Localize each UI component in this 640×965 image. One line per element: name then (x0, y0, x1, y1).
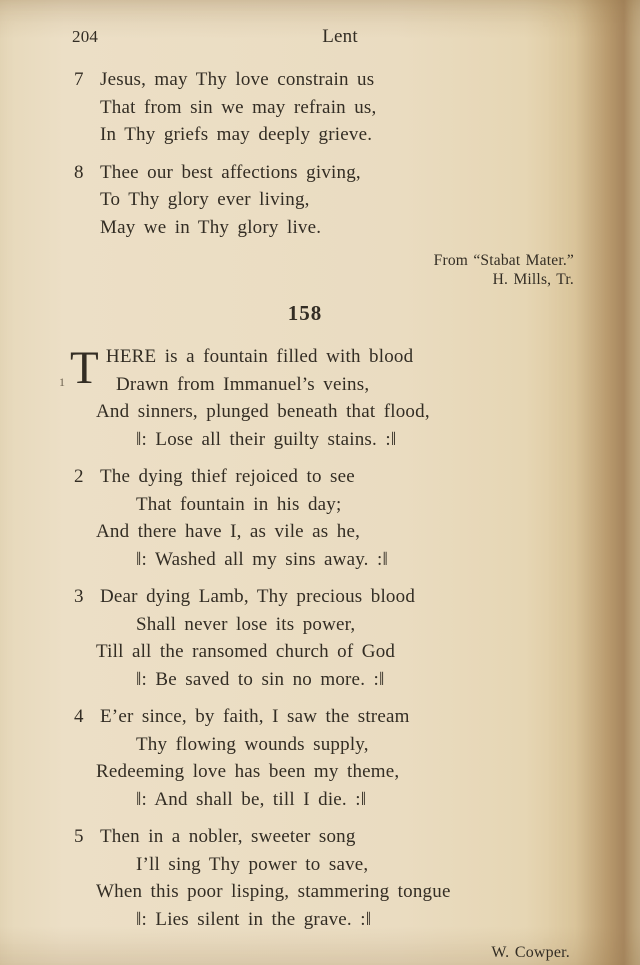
verse-line: HERE is a fountain filled with blood (105, 346, 414, 367)
verse-number: 1 (59, 375, 66, 389)
verse-line: When this poor lisping, stammering tongue (96, 881, 451, 902)
verse-line: Jesus, may Thy love constrain us (100, 69, 375, 90)
verse-line: Till all the ransomed church of God (96, 641, 396, 662)
verse-line: I’ll sing Thy power to save, (136, 853, 369, 875)
refrain-line: ‖: And shall be, till I die. :‖ (136, 788, 367, 810)
verse-3 (72, 583, 578, 693)
verse-line: That from sin we may refrain us, (100, 96, 377, 118)
verse-line: And there have I, as vile as he, (96, 521, 361, 542)
verse-line: To Thy glory ever living, (100, 189, 310, 210)
verse-line: May we in Thy glory live. (100, 216, 322, 238)
previous-hymn-ending (72, 66, 578, 289)
refrain-line: ‖: Lies silent in the grave. :‖ (136, 908, 372, 930)
verse-8 (72, 159, 578, 242)
page-header (72, 24, 578, 50)
verse-1 (59, 342, 578, 453)
verse-5 (72, 823, 578, 933)
dropcap-letter: T (70, 342, 99, 394)
verse-line: In Thy griefs may deeply grieve. (100, 124, 373, 145)
verse-line: Thee our best affections giving, (100, 161, 361, 183)
translator-attribution: H. Mills, Tr. (492, 271, 574, 288)
verse-line: Dear dying Lamb, Thy precious blood (100, 586, 416, 607)
verse-number: 8 (74, 161, 84, 183)
verse-number: 7 (74, 69, 84, 90)
hymn-number: 158 (287, 301, 323, 325)
verse-7 (72, 66, 578, 149)
verse-number: 2 (74, 466, 84, 487)
verse-line: The dying thief rejoiced to see (100, 466, 355, 487)
verse-line: And sinners, plunged beneath that flood, (96, 401, 430, 422)
section-title: Lent (322, 26, 358, 47)
verse-line: Shall never lose its power, (136, 613, 356, 635)
verse-number: 4 (74, 706, 84, 727)
refrain-line: ‖: Be saved to sin no more. :‖ (136, 668, 385, 690)
verse-line: Redeeming love has been my theme, (96, 761, 400, 782)
hymn-158 (59, 342, 578, 963)
attribution (72, 251, 574, 289)
verse-number: 3 (74, 586, 84, 607)
refrain-line: ‖: Washed all my sins away. :‖ (136, 548, 389, 570)
author-attribution: W. Cowper. (491, 944, 570, 961)
verse-line: Thy flowing wounds supply, (136, 733, 369, 755)
verse-line: Drawn from Immanuel’s veins, (116, 373, 370, 395)
source-attribution: From “Stabat Mater.” (433, 252, 574, 269)
verse-4 (72, 703, 578, 813)
verse-line: Then in a nobler, sweeter song (100, 826, 356, 847)
refrain-line: ‖: Lose all their guilty stains. :‖ (136, 428, 397, 450)
verse-number: 5 (74, 826, 84, 847)
verse-line: That fountain in his day; (136, 493, 342, 515)
verse-line: E’er since, by faith, I saw the stream (100, 706, 410, 727)
verse-2 (72, 463, 578, 573)
page-number: 204 (72, 27, 99, 46)
